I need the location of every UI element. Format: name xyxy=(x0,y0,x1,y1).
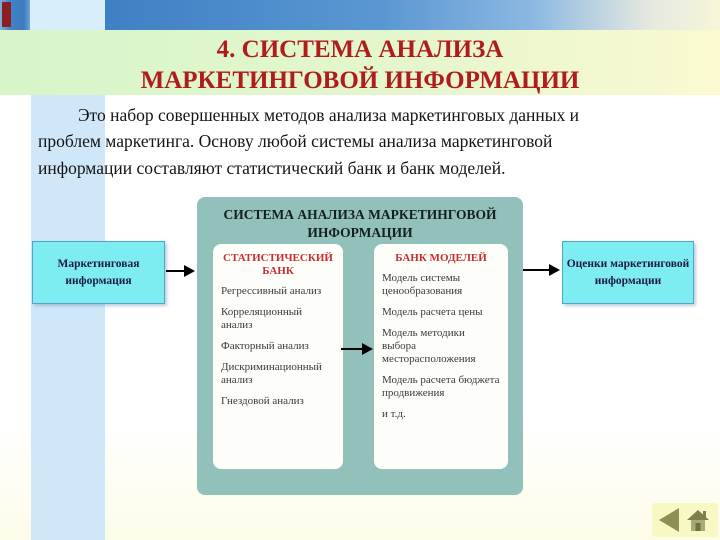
statistical-bank-item: Дискриминационный анализ xyxy=(221,361,322,387)
home-button[interactable] xyxy=(685,508,711,532)
back-icon xyxy=(659,508,679,532)
diagram-panel-title: СИСТЕМА АНАЛИЗА МАРКЕТИНГОВОЙ ИНФОРМАЦИИ xyxy=(223,207,497,240)
model-bank-header: БАНК МОДЕЛЕЙ xyxy=(395,252,487,264)
diagram-panel xyxy=(197,197,523,495)
intro-paragraph xyxy=(38,102,686,181)
statistical-bank-box xyxy=(213,244,343,469)
slide-title-line2: МАРКЕТИНГОВОЙ ИНФОРМАЦИИ xyxy=(140,66,580,94)
model-bank-item: и т.д. xyxy=(382,407,406,420)
statistical-bank-header: СТАТИСТИЧЕСКИЙ БАНК xyxy=(223,252,333,278)
arrow-input-to-panel xyxy=(166,270,192,272)
model-bank-item: Модель системы ценообразования xyxy=(382,272,463,298)
title-band xyxy=(0,30,720,95)
statistical-bank-item: Регрессивный анализ xyxy=(221,285,322,298)
information-estimates-label: Оценки маркетинговой информации xyxy=(566,257,690,287)
arrow-statbank-to-modelbank xyxy=(341,348,370,350)
arrow-panel-to-output xyxy=(523,269,557,271)
slide-title xyxy=(0,30,720,96)
model-bank-item: Модель методики выбора месторасположения xyxy=(382,327,476,366)
marketing-information-box xyxy=(32,241,165,304)
red-square-decoration xyxy=(2,2,11,27)
nav-panel xyxy=(652,503,718,537)
paragraph-line: информации составляют статистический банк и банк моделей. xyxy=(38,157,506,178)
top-banner xyxy=(0,0,720,30)
slide-title-line1: 4. СИСТЕМА АНАЛИЗА xyxy=(216,36,504,63)
model-bank-item: Модель расчета цены xyxy=(382,306,483,319)
paragraph-line: проблем маркетинга. Основу любой системы анализа маркетинговой xyxy=(38,131,553,152)
statistical-bank-item: Гнездовой анализ xyxy=(221,395,304,408)
statistical-bank-item: Факторный анализ xyxy=(221,340,309,353)
back-button[interactable] xyxy=(659,508,679,532)
pale-blue-square-decoration xyxy=(30,0,105,30)
statistical-bank-item: Корреляционный анализ xyxy=(221,306,303,332)
model-bank-box xyxy=(374,244,508,469)
home-icon xyxy=(685,508,711,532)
paragraph-line: Это набор совершенных методов анализа маркетинговых данных и xyxy=(78,105,580,125)
information-estimates-box xyxy=(562,241,694,304)
blue-gradient-bar xyxy=(105,0,720,30)
model-bank-item: Модель расчета бюджета продвижения xyxy=(382,374,500,399)
marketing-information-label: Маркетинговая информация xyxy=(57,257,140,287)
